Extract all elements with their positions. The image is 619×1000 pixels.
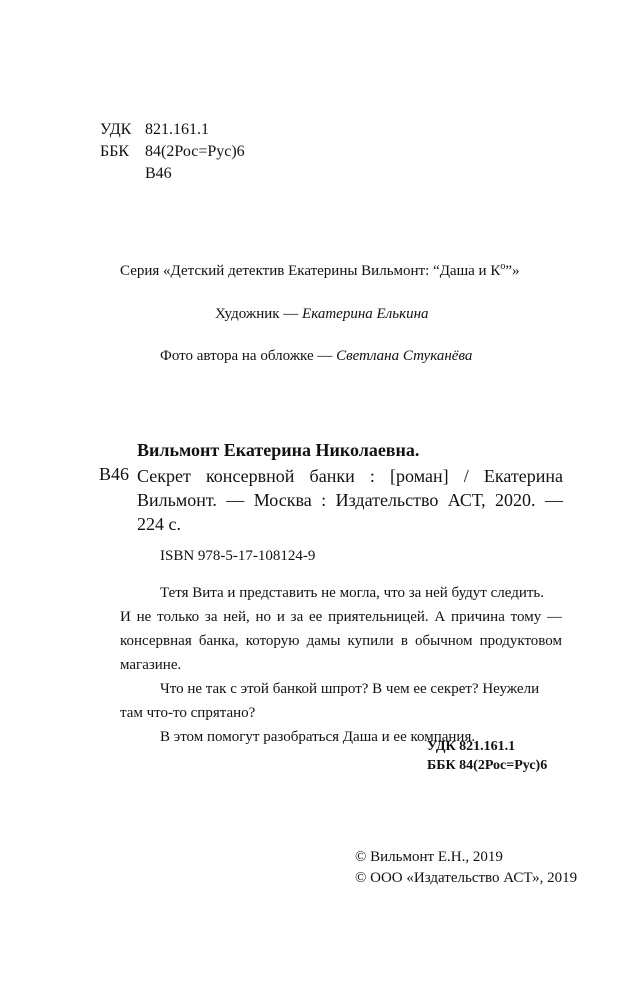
photo-credit-line — [160, 348, 472, 365]
annotation-line: И не только за ней, но и за ее приятельницей. А причина тому — — [120, 609, 562, 625]
photo-credit-label: Фото автора на обложке — — [160, 348, 333, 364]
illustrator-label: Художник — — [215, 306, 299, 322]
copyright-author: © Вильмонт Е.Н., 2019 — [355, 849, 503, 865]
annotation-line: консервная банка, которую дамы купили в обычном продуктовом — [120, 633, 562, 649]
bbk-label: ББК — [100, 143, 130, 160]
record-line: 224 с. — [137, 514, 181, 534]
copyright-publisher: © ООО «Издательство АСТ», 2019 — [355, 870, 578, 886]
record-line: Секрет консервной банки : [роман] / Екатерина — [137, 466, 563, 486]
udk-bottom: УДК 821.161.1 — [427, 739, 516, 754]
author-mark-record: В46 — [99, 464, 130, 484]
annotation-line: В этом помогут разобраться Даша и ее компания. — [160, 729, 476, 745]
annotation-line: Что не так с этой банкой шпрот? В чем ее секрет? Неужели — [160, 681, 540, 697]
udk-top — [100, 121, 300, 139]
series-suffix: ”» — [505, 263, 520, 279]
bbk-top — [100, 143, 320, 161]
series-line — [120, 263, 520, 280]
isbn: ISBN 978-5-17-108124-9 — [160, 548, 316, 564]
record-line: Вильмонт. — Москва : Издательство АСТ, 2020. — — [137, 490, 563, 510]
annotation-line: там что-то спрятано? — [120, 705, 256, 721]
author-mark-top: В46 — [145, 165, 172, 182]
bbk-value: 84(2Рос=Рус)6 — [145, 143, 245, 160]
illustrator-name: Екатерина Елькина — [302, 306, 429, 322]
series-superscript: о — [500, 261, 506, 272]
annotation-line: магазине. — [120, 657, 182, 673]
series-prefix: Серия «Детский детектив Екатерины Вильмонт: “Даша и К — [120, 263, 501, 279]
illustrator-line — [215, 306, 429, 323]
annotation-line: Тетя Вита и представить не могла, что за ней будут следить. — [160, 585, 545, 601]
author-heading: Вильмонт Екатерина Николаевна. — [137, 440, 420, 460]
bbk-bottom: ББК 84(2Рос=Рус)6 — [427, 758, 548, 773]
photo-credit-name: Светлана Стуканёва — [336, 348, 473, 364]
annotation — [120, 581, 562, 749]
udk-label: УДК — [100, 121, 132, 138]
udk-value: 821.161.1 — [145, 121, 209, 138]
record-body — [137, 464, 563, 536]
